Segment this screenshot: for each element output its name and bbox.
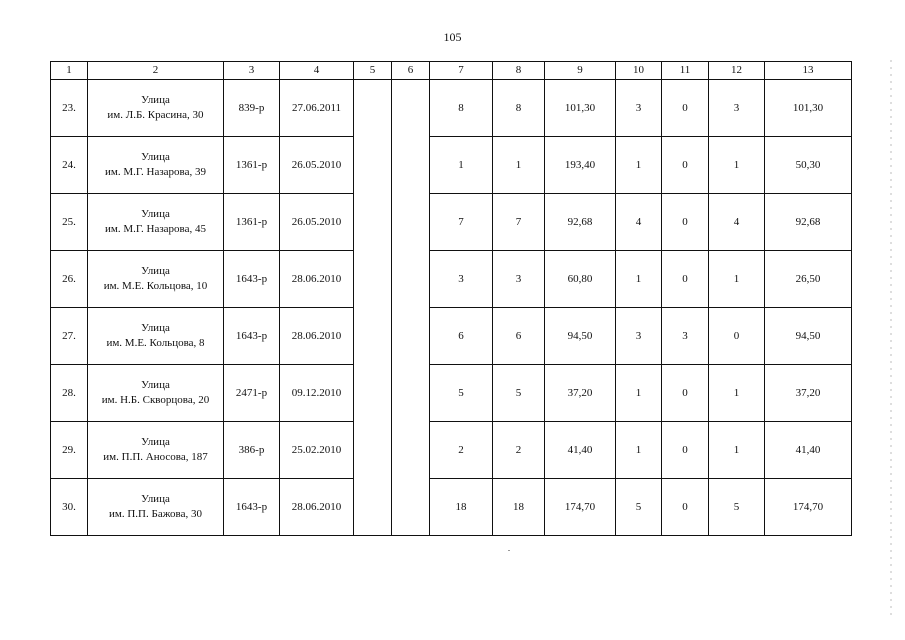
street-type: Улица <box>141 151 170 163</box>
cell-col-9: 94,50 <box>545 308 616 365</box>
cell-col-12: 3 <box>709 80 765 137</box>
street-type: Улица <box>141 208 170 220</box>
cell-col-13: 26,50 <box>765 251 852 308</box>
street-type: Улица <box>141 265 170 277</box>
table-row <box>51 422 852 479</box>
cell-col-11: 0 <box>662 137 709 194</box>
street-name: им. М.Е. Кольцова, 8 <box>106 337 205 349</box>
address-cell <box>88 194 224 251</box>
cell-col-12: 0 <box>709 308 765 365</box>
address-cell <box>88 80 224 137</box>
cell-col-10: 1 <box>616 365 662 422</box>
cell-col-13: 92,68 <box>765 194 852 251</box>
cell-col-11: 0 <box>662 422 709 479</box>
order-date: 26.05.2010 <box>280 194 354 251</box>
column-header-3: 3 <box>224 62 280 80</box>
cell-col-10: 1 <box>616 137 662 194</box>
cell-col-12: 1 <box>709 422 765 479</box>
order-date: 09.12.2010 <box>280 365 354 422</box>
order-number: 1643-р <box>224 479 280 536</box>
cell-col-7: 6 <box>430 308 493 365</box>
order-date: 26.05.2010 <box>280 137 354 194</box>
cell-col-12: 5 <box>709 479 765 536</box>
row-number: 26. <box>51 251 88 308</box>
column-header-8: 8 <box>493 62 545 80</box>
cell-col-11: 0 <box>662 479 709 536</box>
cell-col-10: 5 <box>616 479 662 536</box>
cell-col-12: 1 <box>709 137 765 194</box>
cell-col-7: 1 <box>430 137 493 194</box>
table-row <box>51 479 852 536</box>
address-cell <box>88 422 224 479</box>
order-number: 1361-р <box>224 194 280 251</box>
street-name: им. Л.Б. Красина, 30 <box>107 109 204 121</box>
order-number: 1643-р <box>224 308 280 365</box>
cell-col-7: 8 <box>430 80 493 137</box>
column-header-5: 5 <box>354 62 392 80</box>
row-number: 23. <box>51 80 88 137</box>
column-header-12: 12 <box>709 62 765 80</box>
cell-col-12: 4 <box>709 194 765 251</box>
order-number: 1643-р <box>224 251 280 308</box>
order-number: 1361-р <box>224 137 280 194</box>
cell-col-9: 92,68 <box>545 194 616 251</box>
address-cell <box>88 137 224 194</box>
column-5-merged-blank <box>354 80 392 536</box>
address-cell <box>88 308 224 365</box>
cell-col-11: 0 <box>662 80 709 137</box>
street-name: им. М.Г. Назарова, 39 <box>105 166 206 178</box>
cell-col-12: 1 <box>709 365 765 422</box>
cell-col-9: 174,70 <box>545 479 616 536</box>
street-type: Улица <box>141 436 170 448</box>
order-number: 839-р <box>224 80 280 137</box>
cell-col-13: 37,20 <box>765 365 852 422</box>
column-header-7: 7 <box>430 62 493 80</box>
cell-col-11: 3 <box>662 308 709 365</box>
cell-col-9: 101,30 <box>545 80 616 137</box>
cell-col-10: 4 <box>616 194 662 251</box>
street-name: им. Н.Б. Скворцова, 20 <box>101 394 210 406</box>
cell-col-8: 3 <box>493 251 545 308</box>
cell-col-7: 2 <box>430 422 493 479</box>
cell-col-11: 0 <box>662 251 709 308</box>
cell-col-7: 3 <box>430 251 493 308</box>
order-date: 28.06.2010 <box>280 251 354 308</box>
order-date: 27.06.2011 <box>280 80 354 137</box>
street-name: им. П.П. Бажова, 30 <box>109 508 202 520</box>
street-type: Улица <box>141 379 170 391</box>
cell-col-7: 7 <box>430 194 493 251</box>
cell-col-7: 5 <box>430 365 493 422</box>
street-name: им. М.Е. Кольцова, 10 <box>103 280 208 292</box>
cell-col-10: 1 <box>616 422 662 479</box>
row-number: 25. <box>51 194 88 251</box>
cell-col-13: 174,70 <box>765 479 852 536</box>
table-row <box>51 80 852 137</box>
table-row <box>51 194 852 251</box>
cell-col-8: 5 <box>493 365 545 422</box>
cell-col-9: 60,80 <box>545 251 616 308</box>
table-row <box>51 251 852 308</box>
street-type: Улица <box>141 94 170 106</box>
cell-col-8: 18 <box>493 479 545 536</box>
cell-col-8: 7 <box>493 194 545 251</box>
address-cell <box>88 251 224 308</box>
cell-col-8: 2 <box>493 422 545 479</box>
table-row <box>51 365 852 422</box>
column-header-13: 13 <box>765 62 852 80</box>
order-number: 2471-р <box>224 365 280 422</box>
column-header-2: 2 <box>88 62 224 80</box>
street-type: Улица <box>141 322 170 334</box>
column-header-6: 6 <box>392 62 430 80</box>
street-name: им. П.П. Аносова, 187 <box>103 451 208 463</box>
column-header-9: 9 <box>545 62 616 80</box>
row-number: 28. <box>51 365 88 422</box>
cell-col-10: 3 <box>616 80 662 137</box>
cell-col-13: 50,30 <box>765 137 852 194</box>
address-cell <box>88 365 224 422</box>
column-header-4: 4 <box>280 62 354 80</box>
column-header-1: 1 <box>51 62 88 80</box>
cell-col-7: 18 <box>430 479 493 536</box>
cell-col-11: 0 <box>662 365 709 422</box>
street-type: Улица <box>141 493 170 505</box>
row-number: 27. <box>51 308 88 365</box>
cell-col-12: 1 <box>709 251 765 308</box>
order-date: 28.06.2010 <box>280 308 354 365</box>
row-number: 24. <box>51 137 88 194</box>
page-number: 105 <box>443 30 462 44</box>
scan-speck <box>508 550 510 551</box>
cell-col-8: 1 <box>493 137 545 194</box>
cell-col-8: 8 <box>493 80 545 137</box>
cell-col-8: 6 <box>493 308 545 365</box>
cell-col-13: 94,50 <box>765 308 852 365</box>
cell-col-9: 37,20 <box>545 365 616 422</box>
cell-col-10: 3 <box>616 308 662 365</box>
cell-col-13: 101,30 <box>765 80 852 137</box>
column-header-11: 11 <box>662 62 709 80</box>
cell-col-11: 0 <box>662 194 709 251</box>
cell-col-10: 1 <box>616 251 662 308</box>
column-header-10: 10 <box>616 62 662 80</box>
cell-col-9: 193,40 <box>545 137 616 194</box>
table-row <box>51 137 852 194</box>
row-number: 30. <box>51 479 88 536</box>
cell-col-13: 41,40 <box>765 422 852 479</box>
order-number: 386-р <box>224 422 280 479</box>
housing-register-table <box>50 61 852 536</box>
order-date: 25.02.2010 <box>280 422 354 479</box>
column-6-merged-blank <box>392 80 430 536</box>
street-name: им. М.Г. Назарова, 45 <box>105 223 206 235</box>
header-row <box>51 62 852 80</box>
order-date: 28.06.2010 <box>280 479 354 536</box>
table-row <box>51 308 852 365</box>
address-cell <box>88 479 224 536</box>
row-number: 29. <box>51 422 88 479</box>
cell-col-9: 41,40 <box>545 422 616 479</box>
scan-edge-noise <box>890 60 892 620</box>
